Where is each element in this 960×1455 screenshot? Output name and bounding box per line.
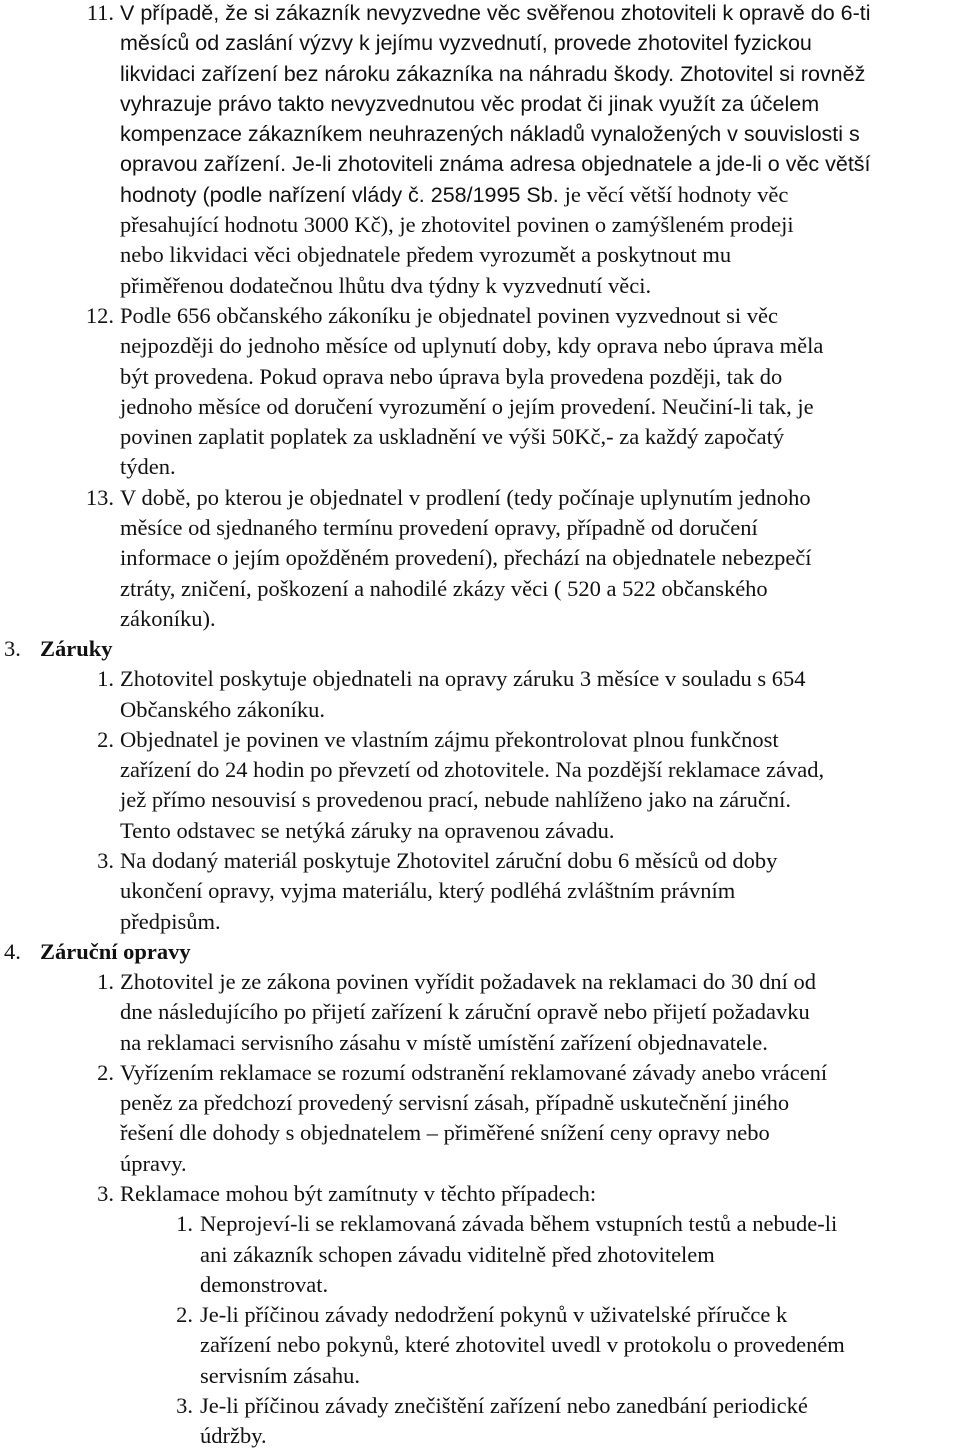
item-number: 3. xyxy=(97,1180,114,1206)
item-number: 1. xyxy=(176,1211,193,1237)
text-segment: vyhrazuje právo takto nevyzvednutou věc prodat či jinak využít za účelem xyxy=(120,91,820,116)
text-line xyxy=(120,574,945,604)
text-segment: jednoho měsíce od doručení vyrozumění o jejím provedení. xyxy=(120,393,662,419)
text-segment: řešení dle dohody s objednatelem – přiměřené snížení ceny opravy nebo xyxy=(120,1120,770,1146)
text-segment: demonstrovat. xyxy=(200,1271,329,1297)
text-segment: přiměřenou dodatečnou lhůtu dva týdny k vyzvednutí věci. xyxy=(120,272,652,298)
text-segment: 656 občanského zákoníku je objednatel povinen vyzvednout si věc xyxy=(176,302,778,328)
text-line xyxy=(120,149,945,179)
list-item xyxy=(0,301,945,483)
text-line xyxy=(120,725,945,755)
text-line xyxy=(120,483,945,513)
list-item xyxy=(0,664,945,725)
text-segment: Občanského zákoníku. xyxy=(120,696,325,722)
section-3 xyxy=(0,634,960,937)
text-segment: Zhotovitel je ze zákona povinen vyřídit požadavek na reklamaci do 30 dní od xyxy=(120,968,817,994)
text-line xyxy=(120,0,945,28)
item-number: 3. xyxy=(176,1393,193,1419)
text-segment: ztráty, zničení, poškození a nahodilé zkázy věci ( xyxy=(120,575,568,601)
text-line xyxy=(120,876,945,906)
item-text xyxy=(120,301,945,483)
item-number: 2. xyxy=(176,1302,193,1328)
text-segment: Na dodaný materiál poskytuje Zhotovitel záruční dobu 6 měsíců od doby xyxy=(120,848,778,874)
text-segment: být provedena. xyxy=(120,363,260,389)
text-segment: V případě, že si zákazník nevyzvedne věc svěřenou zhotoviteli k opravě do 6-ti xyxy=(120,1,871,25)
item-text xyxy=(120,725,945,846)
text-line xyxy=(120,331,945,361)
text-line xyxy=(120,240,945,270)
section-heading xyxy=(0,937,960,967)
text-line xyxy=(120,1088,945,1118)
list-item xyxy=(0,1058,945,1179)
text-line xyxy=(200,1209,950,1239)
text-segment: je věcí větší hodnoty věc xyxy=(564,181,789,207)
text-line xyxy=(120,513,945,543)
text-line xyxy=(120,695,945,725)
item-text xyxy=(120,0,945,301)
section-title: Záruční opravy xyxy=(40,938,191,964)
item-number: 1. xyxy=(97,666,114,692)
item-text xyxy=(200,1300,950,1391)
text-segment: Je-li příčinou závady nedodržení pokynů v uživatelské příručce k xyxy=(200,1302,788,1328)
text-segment: zařízení do 24 hodin po převzetí od zhotovitele. xyxy=(120,757,556,783)
text-line xyxy=(120,1179,945,1209)
text-line xyxy=(120,89,945,119)
text-segment: Je-li příčinou závady znečištění zařízení nebo zanedbání periodické xyxy=(200,1393,808,1419)
item-number: 12. xyxy=(85,302,114,328)
text-segment: dne následujícího po přijetí zařízení k záruční opravě nebo přijetí požadavku xyxy=(120,999,810,1025)
text-segment: předpisům. xyxy=(120,908,221,934)
text-segment: kompenzace zákazníkem neuhrazených nákladů vynaložených v souvislosti s xyxy=(120,122,860,147)
text-segment: Zhotovitel poskytuje objednateli na opravy záruku 3 měsíce v souladu s xyxy=(120,666,772,692)
list-item xyxy=(0,967,945,1058)
text-line xyxy=(120,1149,945,1179)
text-segment: peněz za předchozí provedený servisní zásah, případně uskutečnění jiného xyxy=(120,1090,790,1116)
text-segment: přesahující hodnotu 3000 Kč), je zhotovitel povinen o zamýšleném prodeji xyxy=(120,212,794,238)
text-line xyxy=(120,604,945,634)
text-line xyxy=(120,210,945,240)
section-heading xyxy=(0,634,960,664)
item-text xyxy=(120,1179,945,1209)
text-segment: Pokud oprava nebo úprava byla provedena později, tak do xyxy=(259,363,783,389)
text-line xyxy=(120,392,945,422)
item-number: 2. xyxy=(97,1059,114,1085)
text-line xyxy=(120,422,945,452)
text-segment: Objednatel je povinen ve vlastním zájmu překontrolovat plnou funkčnost xyxy=(120,726,779,752)
sub-list-item xyxy=(0,1300,950,1391)
item-number: 11. xyxy=(86,0,114,25)
item-text xyxy=(200,1391,950,1452)
section-number: 4. xyxy=(4,938,21,964)
text-line xyxy=(120,1058,945,1088)
section-2-continuation xyxy=(0,0,960,634)
text-segment: nebo likvidaci věci objednatele předem vyrozumět a poskytnout mu xyxy=(120,242,732,268)
text-segment: Tento odstavec se netýká záruky na opravenou závadu. xyxy=(120,817,615,843)
item-text xyxy=(120,846,945,937)
text-segment: zařízení nebo pokynů, které zhotovitel uvedl v protokolu o provedeném xyxy=(200,1332,845,1358)
text-line xyxy=(120,59,945,89)
text-line xyxy=(120,967,945,997)
text-line xyxy=(200,1330,950,1360)
text-line xyxy=(120,846,945,876)
text-segment: na reklamaci servisního zásahu v místě umístění zařízení objednavatele. xyxy=(120,1029,768,1055)
text-segment: měsíců od zaslání výzvy k jejímu vyzvednutí, provede zhotovitel fyzickou xyxy=(120,31,812,56)
text-segment: týden. xyxy=(120,454,176,480)
text-segment: Neprojeví-li se reklamovaná závada během vstupních testů a nebude-li xyxy=(200,1211,838,1237)
text-line xyxy=(120,1028,945,1058)
text-segment: Zhotovitel si rovněž xyxy=(680,61,866,86)
text-line xyxy=(120,1118,945,1148)
section-title: Záruky xyxy=(40,636,113,662)
section-number: 3. xyxy=(4,636,21,662)
text-line xyxy=(120,301,945,331)
text-line xyxy=(200,1421,950,1451)
text-line xyxy=(120,997,945,1027)
text-segment: jež přímo nesouvisí s provedenou prací, nebude nahlíženo jako na záruční. xyxy=(120,787,792,813)
text-segment: Podle xyxy=(120,302,177,328)
text-line xyxy=(120,452,945,482)
text-line xyxy=(120,119,945,149)
text-segment: 520 a xyxy=(567,575,623,601)
item-number: 1. xyxy=(97,968,114,994)
text-segment: povinen zaplatit poplatek za uskladnění ve výši 50Kč,- za každý započatý xyxy=(120,424,785,450)
text-line xyxy=(200,1270,950,1300)
sub-list-item xyxy=(0,1209,950,1300)
text-line xyxy=(120,785,945,815)
text-line xyxy=(200,1361,950,1391)
text-line xyxy=(120,907,945,937)
text-segment: V době, po kterou je objednatel v prodlení (tedy počínaje uplynutím jednoho xyxy=(120,484,811,510)
sub-list-item xyxy=(0,1391,950,1452)
text-segment: Je-li zhotoviteli známa adresa objednatele a jde-li o věc větší xyxy=(292,152,871,177)
list-item xyxy=(0,1179,945,1209)
text-line xyxy=(120,816,945,846)
text-line xyxy=(120,180,945,210)
item-number: 3. xyxy=(97,848,114,874)
list-item xyxy=(0,846,945,937)
item-number: 13. xyxy=(85,484,114,510)
text-segment: 654 xyxy=(771,666,806,692)
text-line xyxy=(120,543,945,573)
text-segment: měsíce od sjednaného termínu provedení opravy, případně od doručení xyxy=(120,515,758,541)
text-segment: 522 občanského xyxy=(622,575,768,601)
item-text xyxy=(120,1058,945,1179)
item-text xyxy=(200,1209,950,1300)
text-segment: nejpozději do jednoho měsíce od uplynutí doby, kdy oprava nebo úprava měla xyxy=(120,333,824,359)
text-segment: zákoníku). xyxy=(120,605,216,631)
text-line xyxy=(120,271,945,301)
section-4 xyxy=(0,937,960,1452)
text-segment: Vyřízením reklamace se rozumí odstranění reklamované závady anebo vrácení xyxy=(120,1059,828,1085)
text-line xyxy=(200,1240,950,1270)
text-line xyxy=(120,28,945,58)
text-segment: Neučiní-li tak, je xyxy=(661,393,814,419)
item-text xyxy=(120,483,945,634)
text-line xyxy=(120,362,945,392)
text-segment: informace o jejím opožděném provedení), přechází na objednatele nebezpečí xyxy=(120,545,812,571)
text-segment: Na pozdější reklamace závad, xyxy=(555,757,825,783)
text-segment: údržby. xyxy=(200,1423,267,1449)
text-segment: úpravy. xyxy=(120,1150,187,1176)
text-segment: ukončení opravy, vyjma materiálu, který podléhá zvláštním právním xyxy=(120,878,736,904)
item-text xyxy=(120,967,945,1058)
text-segment: servisním zásahu. xyxy=(200,1362,360,1388)
list-item xyxy=(0,483,945,634)
text-segment: opravou zařízení. xyxy=(120,152,293,177)
text-line xyxy=(120,664,945,694)
text-segment: likvidaci zařízení bez nároku zákazníka na náhradu škody. xyxy=(120,61,681,86)
text-line xyxy=(120,755,945,785)
text-line xyxy=(200,1391,950,1421)
text-line xyxy=(200,1300,950,1330)
item-number: 2. xyxy=(97,726,114,752)
list-item xyxy=(0,725,945,846)
item-text xyxy=(120,664,945,725)
text-segment: Reklamace mohou být zamítnuty v těchto případech: xyxy=(120,1180,597,1206)
text-segment: ani zákazník schopen závadu viditelně před zhotovitelem xyxy=(200,1241,715,1267)
text-segment: hodnoty (podle nařízení vlády č. 258/1995 Sb. xyxy=(120,182,565,207)
list-item xyxy=(0,0,945,301)
